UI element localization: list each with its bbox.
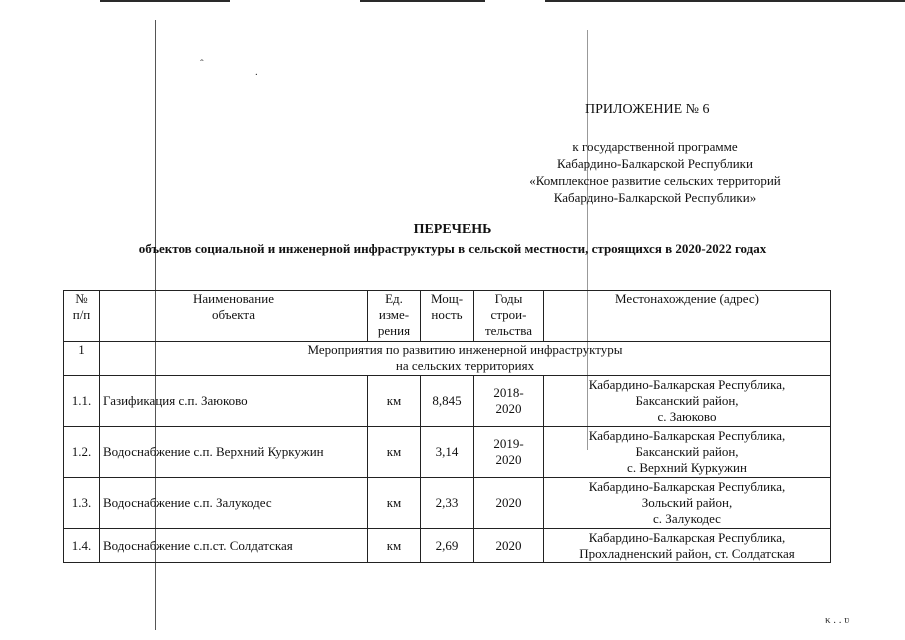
section-num: 1 <box>64 342 100 376</box>
table-row <box>64 529 831 563</box>
scan-edge-line <box>545 0 905 2</box>
row-years: 2020 <box>474 478 544 529</box>
row-unit: км <box>368 376 421 427</box>
row-name: Водоснабжение с.п.ст. Солдатская <box>100 529 368 563</box>
row-capacity: 8,845 <box>421 376 474 427</box>
row-capacity: 3,14 <box>421 427 474 478</box>
header-capacity: Мощ- ность <box>421 291 474 342</box>
row-capacity: 2,33 <box>421 478 474 529</box>
header-unit: Ед. изме- рения <box>368 291 421 342</box>
objects-table <box>63 290 831 563</box>
row-num: 1.2. <box>64 427 100 478</box>
section-row <box>64 342 831 376</box>
row-name: Газификация с.п. Заюково <box>100 376 368 427</box>
header-num: № п/п <box>64 291 100 342</box>
scan-speck-mark: ˆ <box>200 58 204 70</box>
row-name: Водоснабжение с.п. Залукодес <box>100 478 368 529</box>
row-years: 2018- 2020 <box>474 376 544 427</box>
row-unit: км <box>368 529 421 563</box>
document-title: ПЕРЕЧЕНЬ <box>413 222 492 237</box>
row-num: 1.3. <box>64 478 100 529</box>
table-header-row <box>64 291 831 342</box>
row-unit: км <box>368 478 421 529</box>
header-years: Годы строи- тельства <box>474 291 544 342</box>
table-row <box>64 478 831 529</box>
row-num: 1.4. <box>64 529 100 563</box>
program-reference-line: Кабардино-Балкарской Республики <box>557 156 753 171</box>
header-name: Наименование объекта <box>100 291 368 342</box>
program-reference-line: Кабардино-Балкарской Республики» <box>553 190 757 205</box>
scan-speck-mark: κ . . ʋ <box>825 614 850 626</box>
appendix-label: ПРИЛОЖЕНИЕ № 6 <box>585 102 710 117</box>
scan-edge-line <box>360 0 485 2</box>
row-name: Водоснабжение с.п. Верхний Куркужин <box>100 427 368 478</box>
row-years: 2020 <box>474 529 544 563</box>
program-reference-line: к государственной программе <box>572 139 738 154</box>
document-subtitle: объектов социальной и инженерной инфраструктуры в сельской местности, строящихся в 2020-2022 годах <box>138 241 767 256</box>
scan-speck-mark: . <box>255 66 258 78</box>
row-unit: км <box>368 427 421 478</box>
row-location: Кабардино-Балкарская Республика, Прохладненский район, ст. Солдатская <box>544 529 831 563</box>
program-reference <box>500 138 810 206</box>
header-location: Местонахождение (адрес) <box>544 291 831 342</box>
table-row <box>64 427 831 478</box>
row-location: Кабардино-Балкарская Республика, Баксанский район, с. Верхний Куркужин <box>544 427 831 478</box>
row-location: Кабардино-Балкарская Республика, Баксанский район, с. Заюково <box>544 376 831 427</box>
row-location: Кабардино-Балкарская Республика, Зольский район, с. Залукодес <box>544 478 831 529</box>
table-row <box>64 376 831 427</box>
program-reference-line: «Комплексное развитие сельских территорий <box>529 173 781 188</box>
row-num: 1.1. <box>64 376 100 427</box>
section-title: Мероприятия по развитию инженерной инфраструктуры на сельских территориях <box>100 342 831 376</box>
scan-edge-line <box>100 0 230 2</box>
row-years: 2019- 2020 <box>474 427 544 478</box>
row-capacity: 2,69 <box>421 529 474 563</box>
